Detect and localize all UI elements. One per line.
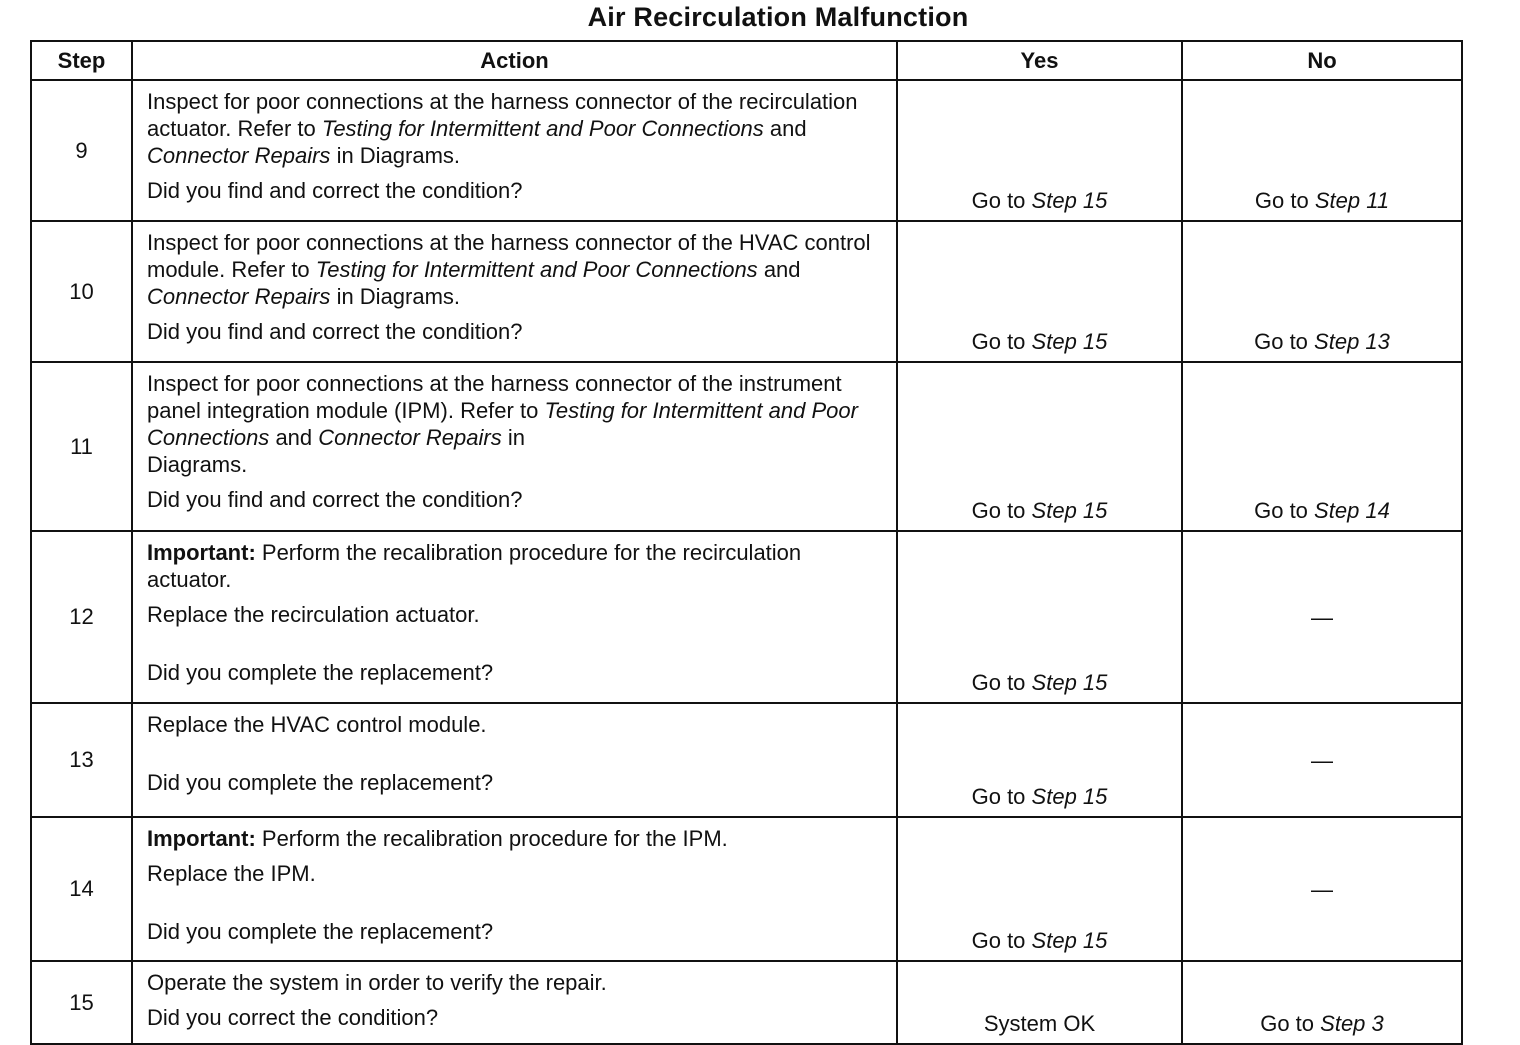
- no-step-link[interactable]: Step 3: [1320, 1011, 1384, 1036]
- yes-step-link[interactable]: Step 15: [1031, 188, 1108, 213]
- step-number: 13: [31, 703, 132, 817]
- yes-cell: System OK: [897, 961, 1182, 1044]
- table-row: [31, 703, 1462, 817]
- action-cell: [132, 961, 897, 1044]
- yes-cell: Go to Step 15: [897, 80, 1182, 221]
- action-text: Inspect for poor connections at the harness connector of the instrument panel integration module (IPM). Refer to Testing for Intermittent and Poor Connections and Connector Repairs in Diagrams.: [147, 371, 858, 477]
- action-cell: [132, 703, 897, 817]
- important-note: Important: Perform the recalibration procedure for the IPM.: [147, 826, 728, 851]
- table-header-row: [31, 41, 1462, 80]
- action-question: Did you find and correct the condition?: [147, 487, 523, 512]
- no-step-link[interactable]: Step 13: [1314, 329, 1390, 354]
- action-question: Did you complete the replacement?: [147, 919, 494, 944]
- yes-step-link[interactable]: Step 15: [1031, 928, 1108, 953]
- link-connector-repairs[interactable]: Connector Repairs: [147, 143, 331, 168]
- no-cell: —: [1182, 531, 1462, 703]
- header-yes: Yes: [897, 41, 1182, 80]
- yes-cell: Go to Step 15: [897, 221, 1182, 362]
- yes-cell: Go to Step 15: [897, 531, 1182, 703]
- step-number: 9: [31, 80, 132, 221]
- action-text: Inspect for poor connections at the harness connector of the HVAC control module. Refer to Testing for Intermittent and Poor Connections and Connector Repairs in Diagrams.: [147, 230, 871, 309]
- yes-step-link[interactable]: Step 15: [1031, 670, 1108, 695]
- action-cell: [132, 817, 897, 961]
- yes-cell: Go to Step 15: [897, 817, 1182, 961]
- action-question: Did you find and correct the condition?: [147, 178, 523, 203]
- table-row: [31, 961, 1462, 1044]
- important-note: Important: Perform the recalibration procedure for the recirculation actuator.: [147, 540, 802, 592]
- action-cell: [132, 221, 897, 362]
- no-cell: Go to Step 14: [1182, 362, 1462, 531]
- yes-cell: Go to Step 15: [897, 703, 1182, 817]
- no-step-link[interactable]: Step 14: [1314, 498, 1390, 523]
- action-instruction: Replace the HVAC control module.: [147, 712, 487, 737]
- no-cell: Go to Step 13: [1182, 221, 1462, 362]
- yes-step-link[interactable]: Step 15: [1031, 784, 1108, 809]
- action-cell: [132, 362, 897, 531]
- action-instruction: Operate the system in order to verify the repair.: [147, 970, 607, 995]
- action-instruction: Replace the recirculation actuator.: [147, 602, 480, 627]
- yes-step-link[interactable]: Step 15: [1031, 498, 1108, 523]
- table-row: [31, 80, 1462, 221]
- step-number: 15: [31, 961, 132, 1044]
- link-connector-repairs[interactable]: Connector Repairs: [318, 425, 502, 450]
- link-testing[interactable]: Testing for Intermittent and Poor Connections: [147, 398, 858, 450]
- action-instruction: Replace the IPM.: [147, 861, 316, 886]
- action-cell: [132, 531, 897, 703]
- no-cell: Go to Step 11: [1182, 80, 1462, 221]
- diagnostic-table: [30, 40, 1463, 1045]
- step-number: 10: [31, 221, 132, 362]
- table-row: [31, 531, 1462, 703]
- yes-cell: Go to Step 15: [897, 362, 1182, 531]
- link-connector-repairs[interactable]: Connector Repairs: [147, 284, 331, 309]
- link-testing[interactable]: Testing for Intermittent and Poor Connections: [315, 257, 758, 282]
- table-row: [31, 817, 1462, 961]
- page-title: Air Recirculation Malfunction: [587, 2, 969, 32]
- action-question: Did you correct the condition?: [147, 1005, 439, 1030]
- table-row: [31, 221, 1462, 362]
- step-number: 14: [31, 817, 132, 961]
- action-question: Did you find and correct the condition?: [147, 319, 523, 344]
- action-text: Inspect for poor connections at the harness connector of the recirculation actuator. Refer to Testing for Intermittent and Poor Connections and Connector Repairs in Diagrams.: [147, 89, 858, 168]
- step-number: 11: [31, 362, 132, 531]
- no-cell: —: [1182, 703, 1462, 817]
- no-step-link[interactable]: Step 11: [1314, 188, 1390, 213]
- header-no: No: [1182, 41, 1462, 80]
- no-cell: Go to Step 3: [1182, 961, 1462, 1044]
- header-step: Step: [31, 41, 132, 80]
- yes-step-link[interactable]: Step 15: [1031, 329, 1108, 354]
- header-action: Action: [132, 41, 897, 80]
- action-question: Did you complete the replacement?: [147, 660, 494, 685]
- action-question: Did you complete the replacement?: [147, 770, 494, 795]
- action-cell: [132, 80, 897, 221]
- no-cell: —: [1182, 817, 1462, 961]
- step-number: 12: [31, 531, 132, 703]
- link-testing[interactable]: Testing for Intermittent and Poor Connections: [321, 116, 764, 141]
- table-row: [31, 362, 1462, 531]
